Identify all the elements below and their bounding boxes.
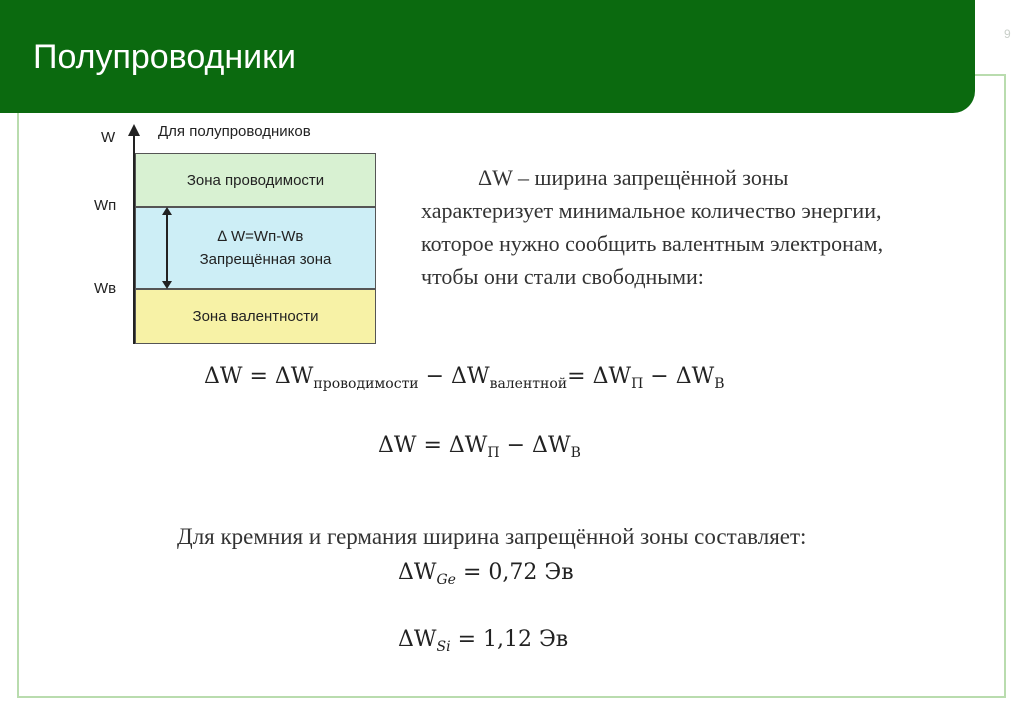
- definition-paragraph: [421, 161, 986, 293]
- double-arrow-icon: [166, 207, 168, 289]
- definition-line: чтобы они стали свободными:: [421, 264, 704, 289]
- equation-germanium: $\Delta W_{Ge} = 0,72$ Эв: [398, 560, 574, 588]
- level-lower-label: Wв: [94, 280, 117, 297]
- conduction-zone-label: Зона проводимости: [186, 171, 325, 189]
- level-upper-label: Wп: [94, 197, 117, 214]
- conduction-zone: [135, 153, 376, 207]
- definition-line: которое нужно сообщить валентным электронам,: [421, 231, 884, 256]
- valence-zone-label: Зона валентности: [192, 308, 319, 325]
- equation-full: $\Delta W = \Delta W_{проводимости} - \Delta W_{валентной}= \Delta W_П - \Delta W_В$: [204, 364, 725, 392]
- axis-label: W: [101, 129, 116, 146]
- gap-formula: ∆ W=Wп-Wв: [217, 228, 304, 245]
- page-number: 9: [1004, 27, 1011, 41]
- definition-line: характеризует минимальное количество энергии,: [421, 198, 882, 223]
- valence-zone: [135, 289, 376, 344]
- equation-short: $\Delta W = \Delta W_П - \Delta W_В$: [378, 433, 581, 461]
- diagram-caption: Для полупроводников: [158, 123, 311, 140]
- slide-header: [0, 0, 975, 113]
- equation-silicon: $\Delta W_{Si} = 1,12$ Эв: [398, 627, 569, 655]
- forbidden-zone-label: Запрещённая зона: [199, 251, 332, 268]
- forbidden-zone: [135, 207, 376, 289]
- definition-line: ΔW – ширина запрещённой зоны: [478, 165, 789, 190]
- materials-note: Для кремния и германия ширина запрещённой зоны составляет:: [177, 524, 807, 549]
- slide-title: Полупроводники: [33, 38, 296, 76]
